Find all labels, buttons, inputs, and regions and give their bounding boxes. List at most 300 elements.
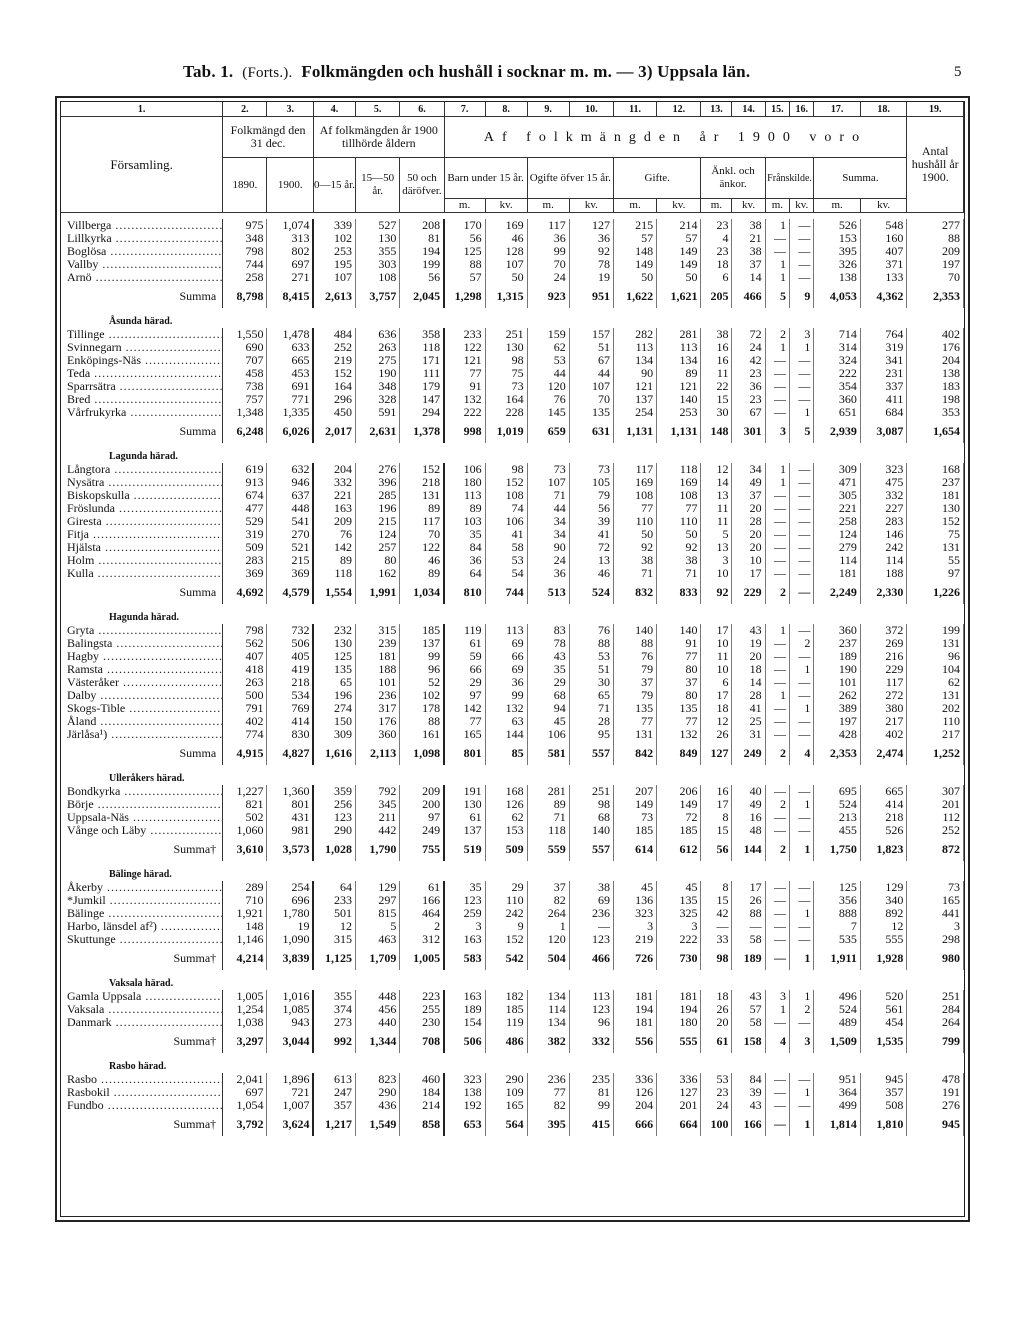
table-cell: 149 — [614, 258, 657, 271]
table-row — [61, 650, 964, 663]
table-cell: 455 — [814, 824, 861, 837]
table-cell: — — [765, 232, 789, 245]
table-cell: 354 — [814, 380, 861, 393]
table-cell: 529 — [223, 515, 267, 528]
table-cell: — — [790, 541, 814, 554]
table-cell: 478 — [907, 1073, 964, 1086]
table-cell: 230 — [400, 1016, 444, 1029]
summary-cell: 555 — [657, 1029, 701, 1053]
table-row — [61, 1099, 964, 1112]
table-cell: 15 — [701, 393, 732, 406]
table-cell: 102 — [400, 689, 444, 702]
table-cell: 45 — [527, 715, 569, 728]
table-cell: 181 — [614, 1016, 657, 1029]
parish-name: Åkerby ..... — [61, 881, 223, 894]
table-cell: 273 — [313, 1016, 355, 1029]
table-cell: 148 — [614, 245, 657, 258]
table-cell: 88 — [444, 258, 485, 271]
table-cell: 199 — [907, 624, 964, 637]
table-cell: 3 — [614, 920, 657, 933]
table-cell: 5 — [701, 528, 732, 541]
table-cell: 355 — [313, 990, 355, 1003]
summary-cell: 504 — [527, 946, 569, 970]
table-cell: 181 — [814, 567, 861, 580]
table-cell: 12 — [701, 715, 732, 728]
table-cell: 150 — [313, 715, 355, 728]
table-cell: 440 — [356, 1016, 400, 1029]
table-cell: 50 — [657, 271, 701, 284]
table-cell: 11 — [701, 515, 732, 528]
summary-cell: 1 — [790, 946, 814, 970]
table-cell: 946 — [267, 476, 314, 489]
table-cell: 197 — [907, 258, 964, 271]
table-cell: 275 — [356, 354, 400, 367]
summary-cell: 708 — [400, 1029, 444, 1053]
table-cell: 414 — [860, 798, 907, 811]
table-cell: 183 — [907, 380, 964, 393]
table-cell: 436 — [356, 1099, 400, 1112]
table-cell: 125 — [814, 881, 861, 894]
table-cell: — — [765, 702, 789, 715]
table-cell: 131 — [907, 541, 964, 554]
table-cell: 110 — [485, 894, 527, 907]
table-cell: — — [765, 920, 789, 933]
table-cell: 44 — [527, 367, 569, 380]
table-cell: 283 — [223, 554, 267, 567]
table-cell: 323 — [614, 907, 657, 920]
table-row — [61, 380, 964, 393]
table-cell: 37 — [732, 489, 765, 502]
table-cell: 140 — [657, 624, 701, 637]
table-cell: 13 — [701, 541, 732, 554]
column-number: 6. — [400, 102, 444, 117]
summary-cell: 4,692 — [223, 580, 267, 604]
table-cell: 108 — [356, 271, 400, 284]
parish-name: Ramsta ..... — [61, 663, 223, 676]
parish-name: Vallby ..... — [61, 258, 223, 271]
table-cell: 14 — [732, 676, 765, 689]
table-row — [61, 476, 964, 489]
summary-cell: 3,757 — [356, 284, 400, 308]
summary-label: Summa — [61, 284, 223, 308]
table-cell: 227 — [860, 502, 907, 515]
table-cell: 697 — [267, 258, 314, 271]
summary-cell: 85 — [485, 741, 527, 765]
table-cell: 185 — [614, 824, 657, 837]
table-cell: 981 — [267, 824, 314, 837]
table-cell: 68 — [527, 689, 569, 702]
table-cell: 24 — [527, 271, 569, 284]
table-cell: 117 — [400, 515, 444, 528]
table-cell: 774 — [223, 728, 267, 741]
table-cell: 168 — [907, 463, 964, 476]
table-cell: 323 — [860, 463, 907, 476]
parish-name: Harbo, länsdel af²) ..... — [61, 920, 223, 933]
table-cell: 475 — [860, 476, 907, 489]
header-male: m. — [765, 199, 789, 213]
table-cell: 407 — [223, 650, 267, 663]
table-cell: 95 — [569, 728, 613, 741]
table-cell: 132 — [657, 728, 701, 741]
table-cell: 591 — [356, 406, 400, 419]
parish-name: Fröslunda ..... — [61, 502, 223, 515]
table-cell: 35 — [444, 528, 485, 541]
table-cell: 75 — [907, 528, 964, 541]
parish-name: Arnö ..... — [61, 271, 223, 284]
table-cell: 374 — [313, 1003, 355, 1016]
summary-label: Summa† — [61, 837, 223, 861]
table-cell: 951 — [814, 1073, 861, 1086]
table-cell: — — [765, 406, 789, 419]
table-cell: 194 — [400, 245, 444, 258]
table-cell: 30 — [569, 676, 613, 689]
table-cell: 17 — [701, 798, 732, 811]
table-cell: 11 — [701, 367, 732, 380]
table-cell: 149 — [657, 798, 701, 811]
column-number: 11. — [614, 102, 657, 117]
table-cell: 407 — [860, 245, 907, 258]
table-cell: 242 — [485, 907, 527, 920]
table-cell: 113 — [444, 489, 485, 502]
table-cell: 1,054 — [223, 1099, 267, 1112]
header-antal: Antal hushåll år 1900. — [907, 117, 964, 213]
summary-cell: 2,017 — [313, 419, 355, 443]
table-cell: 43 — [732, 1099, 765, 1112]
table-cell: 92 — [657, 541, 701, 554]
table-cell: 67 — [569, 354, 613, 367]
summary-cell: 1,509 — [814, 1029, 861, 1053]
table-cell: 84 — [444, 541, 485, 554]
table-cell: 152 — [400, 463, 444, 476]
table-cell: 236 — [569, 907, 613, 920]
table-cell: 84 — [732, 1073, 765, 1086]
table-cell: 237 — [814, 637, 861, 650]
summary-cell: 1,226 — [907, 580, 964, 604]
table-cell: 37 — [657, 676, 701, 689]
table-cell: 371 — [860, 258, 907, 271]
table-cell: 369 — [223, 567, 267, 580]
table-cell: 272 — [860, 689, 907, 702]
table-cell: 1,896 — [267, 1073, 314, 1086]
header-male: m. — [814, 199, 861, 213]
table-cell: 337 — [860, 380, 907, 393]
table-cell: 200 — [400, 798, 444, 811]
table-cell: 307 — [907, 785, 964, 798]
parish-name: Gamla Uppsala ..... — [61, 990, 223, 1003]
table-cell: 30 — [701, 406, 732, 419]
table-cell: 135 — [614, 702, 657, 715]
table-cell: 43 — [732, 624, 765, 637]
table-cell: 165 — [907, 894, 964, 907]
table-cell: 218 — [860, 811, 907, 824]
table-cell: 190 — [814, 663, 861, 676]
table-cell: 341 — [860, 354, 907, 367]
table-cell: 353 — [907, 406, 964, 419]
table-row — [61, 463, 964, 476]
table-cell: 44 — [569, 367, 613, 380]
parish-name: Bälinge ..... — [61, 907, 223, 920]
table-cell: 65 — [313, 676, 355, 689]
table-cell: 975 — [223, 219, 267, 232]
table-cell: 284 — [907, 1003, 964, 1016]
summary-cell: 92 — [701, 580, 732, 604]
table-cell: 117 — [860, 676, 907, 689]
table-cell: 37 — [527, 881, 569, 894]
summary-cell: 849 — [657, 741, 701, 765]
table-cell: 23 — [732, 367, 765, 380]
table-cell: 108 — [485, 489, 527, 502]
table-cell: 58 — [732, 1016, 765, 1029]
table-cell: 26 — [701, 1003, 732, 1016]
table-cell: 1,780 — [267, 907, 314, 920]
table-cell: 707 — [223, 354, 267, 367]
table-cell: 12 — [701, 463, 732, 476]
table-row — [61, 676, 964, 689]
table-cell: 697 — [223, 1086, 267, 1099]
summary-cell: 998 — [444, 419, 485, 443]
table-cell: 88 — [732, 907, 765, 920]
table-cell: 815 — [356, 907, 400, 920]
summary-cell: 2 — [765, 741, 789, 765]
table-cell: 127 — [569, 219, 613, 232]
table-cell: — — [790, 1073, 814, 1086]
statistics-table — [61, 102, 964, 1136]
table-cell: 613 — [313, 1073, 355, 1086]
summary-cell: 612 — [657, 837, 701, 861]
table-cell: 130 — [313, 637, 355, 650]
table-cell: 369 — [267, 567, 314, 580]
table-cell: — — [790, 1016, 814, 1029]
table-cell: 1 — [765, 341, 789, 354]
summary-cell: 5 — [765, 284, 789, 308]
summary-cell: 56 — [701, 837, 732, 861]
table-cell: 231 — [860, 367, 907, 380]
table-cell: 125 — [313, 650, 355, 663]
table-cell: 945 — [860, 1073, 907, 1086]
table-row — [61, 328, 964, 341]
table-cell: 178 — [400, 702, 444, 715]
table-cell: 22 — [701, 380, 732, 393]
table-cell: 99 — [569, 1099, 613, 1112]
summary-cell: 100 — [701, 1112, 732, 1136]
table-cell: 665 — [860, 785, 907, 798]
table-cell: 24 — [701, 1099, 732, 1112]
table-cell: 16 — [701, 785, 732, 798]
table-cell: 71 — [614, 567, 657, 580]
column-number: 10. — [569, 102, 613, 117]
table-cell: 169 — [657, 476, 701, 489]
table-cell: — — [790, 1099, 814, 1112]
table-cell: 691 — [267, 380, 314, 393]
table-cell: 114 — [860, 554, 907, 567]
table-cell: 135 — [657, 894, 701, 907]
table-row — [61, 920, 964, 933]
table-cell: 148 — [223, 920, 267, 933]
table-cell: 137 — [444, 824, 485, 837]
summary-cell: 1,217 — [313, 1112, 355, 1136]
table-cell: 360 — [356, 728, 400, 741]
summary-cell: 872 — [907, 837, 964, 861]
parish-name: Sparrsätra ..... — [61, 380, 223, 393]
table-cell: — — [765, 1099, 789, 1112]
table-cell: 721 — [267, 1086, 314, 1099]
table-cell: 117 — [527, 219, 569, 232]
table-cell: 72 — [732, 328, 765, 341]
summary-cell: 980 — [907, 946, 964, 970]
header-age-0-15: 0—15 år. — [313, 158, 355, 213]
header-age-50: 50 och däröfver. — [400, 158, 444, 213]
summary-cell: 506 — [444, 1029, 485, 1053]
table-cell: 204 — [614, 1099, 657, 1112]
table-cell: 77 — [444, 367, 485, 380]
table-cell: 103 — [444, 515, 485, 528]
table-cell: — — [765, 554, 789, 567]
table-cell: 309 — [313, 728, 355, 741]
table-cell: 69 — [485, 637, 527, 650]
summary-cell: 4,915 — [223, 741, 267, 765]
table-cell: 78 — [527, 637, 569, 650]
table-cell: 6 — [701, 676, 732, 689]
table-cell: 92 — [614, 541, 657, 554]
table-cell: 90 — [527, 541, 569, 554]
summary-cell: 4,362 — [860, 284, 907, 308]
column-number: 19. — [907, 102, 964, 117]
table-cell: 561 — [860, 1003, 907, 1016]
table-cell: 66 — [444, 663, 485, 676]
summary-cell: 1,535 — [860, 1029, 907, 1053]
parish-name: Teda ..... — [61, 367, 223, 380]
summary-cell: 858 — [400, 1112, 444, 1136]
parish-name: Danmark ..... — [61, 1016, 223, 1029]
summary-cell: 3,087 — [860, 419, 907, 443]
table-cell: 37 — [732, 258, 765, 271]
table-cell: 23 — [701, 1086, 732, 1099]
table-cell: 170 — [444, 219, 485, 232]
table-cell: 276 — [907, 1099, 964, 1112]
table-cell: 204 — [907, 354, 964, 367]
table-cell: 296 — [313, 393, 355, 406]
table-row — [61, 367, 964, 380]
table-cell: 184 — [400, 1086, 444, 1099]
table-cell: 102 — [313, 232, 355, 245]
table-cell: 1,146 — [223, 933, 267, 946]
table-cell: 214 — [400, 1099, 444, 1112]
table-cell: 264 — [907, 1016, 964, 1029]
table-cell: 65 — [569, 689, 613, 702]
table-cell: 305 — [814, 489, 861, 502]
summary-cell: 519 — [444, 837, 485, 861]
table-cell: — — [765, 380, 789, 393]
table-cell: 110 — [614, 515, 657, 528]
table-cell: 690 — [223, 341, 267, 354]
summary-cell: 4,827 — [267, 741, 314, 765]
table-cell: 2 — [790, 1003, 814, 1016]
table-cell: 53 — [701, 1073, 732, 1086]
table-cell: 290 — [356, 1086, 400, 1099]
table-cell: 255 — [400, 1003, 444, 1016]
table-cell: 70 — [569, 393, 613, 406]
table-cell: 88 — [907, 232, 964, 245]
table-cell: 39 — [732, 1086, 765, 1099]
table-cell: 271 — [267, 271, 314, 284]
parish-name: Bondkyrka ..... — [61, 785, 223, 798]
column-number: 12. — [657, 102, 701, 117]
table-cell: 464 — [400, 907, 444, 920]
table-cell: 160 — [860, 232, 907, 245]
table-cell: 124 — [814, 528, 861, 541]
table-cell: 96 — [907, 650, 964, 663]
district-name: Rasbo härad. — [109, 1061, 167, 1072]
table-cell: 29 — [485, 881, 527, 894]
summary-cell: 466 — [732, 284, 765, 308]
table-cell: 137 — [614, 393, 657, 406]
table-cell: 8 — [701, 881, 732, 894]
table-cell: 3 — [765, 990, 789, 1003]
table-cell: 15 — [701, 894, 732, 907]
table-cell: 1 — [765, 624, 789, 637]
table-cell: 326 — [814, 258, 861, 271]
table-cell: 201 — [657, 1099, 701, 1112]
summary-cell: 5 — [790, 419, 814, 443]
summary-cell: 1,750 — [814, 837, 861, 861]
table-cell: 131 — [400, 489, 444, 502]
table-cell: 112 — [907, 811, 964, 824]
table-cell: 215 — [267, 554, 314, 567]
table-cell: 830 — [267, 728, 314, 741]
table-cell: 18 — [732, 663, 765, 676]
summary-cell: 833 — [657, 580, 701, 604]
table-cell: 206 — [657, 785, 701, 798]
table-row — [61, 245, 964, 258]
table-cell: 325 — [657, 907, 701, 920]
table-cell: 14 — [732, 271, 765, 284]
table-cell: 253 — [313, 245, 355, 258]
table-cell: 113 — [485, 624, 527, 637]
table-cell: 1,085 — [267, 1003, 314, 1016]
table-cell: 185 — [657, 824, 701, 837]
table-cell: 892 — [860, 907, 907, 920]
table-cell: 236 — [527, 1073, 569, 1086]
table-cell: 159 — [527, 328, 569, 341]
table-cell: 428 — [814, 728, 861, 741]
table-row — [61, 728, 964, 741]
district-header — [61, 970, 964, 990]
summary-cell: 513 — [527, 580, 569, 604]
table-cell: 471 — [814, 476, 861, 489]
table-cell: 58 — [732, 933, 765, 946]
table-cell: — — [790, 393, 814, 406]
parish-name: Järlåsa¹) ..... — [61, 728, 223, 741]
summary-cell: 2,249 — [814, 580, 861, 604]
page-number: 5 — [954, 64, 962, 80]
table-cell: 114 — [814, 554, 861, 567]
table-cell: 134 — [657, 354, 701, 367]
table-cell: 405 — [267, 650, 314, 663]
table-cell: 214 — [657, 219, 701, 232]
table-cell: 185 — [400, 624, 444, 637]
summary-cell: 3,573 — [267, 837, 314, 861]
summary-cell: 1,654 — [907, 419, 964, 443]
table-cell: 249 — [400, 824, 444, 837]
summary-cell: 1,709 — [356, 946, 400, 970]
header-male: m. — [614, 199, 657, 213]
summary-cell: 744 — [485, 580, 527, 604]
table-cell: 152 — [907, 515, 964, 528]
summary-cell: 799 — [907, 1029, 964, 1053]
header-af-folk: Af folkmängden år 1900 tillhörde åldern — [313, 117, 444, 158]
table-cell: 163 — [444, 933, 485, 946]
summary-label: Summa — [61, 580, 223, 604]
